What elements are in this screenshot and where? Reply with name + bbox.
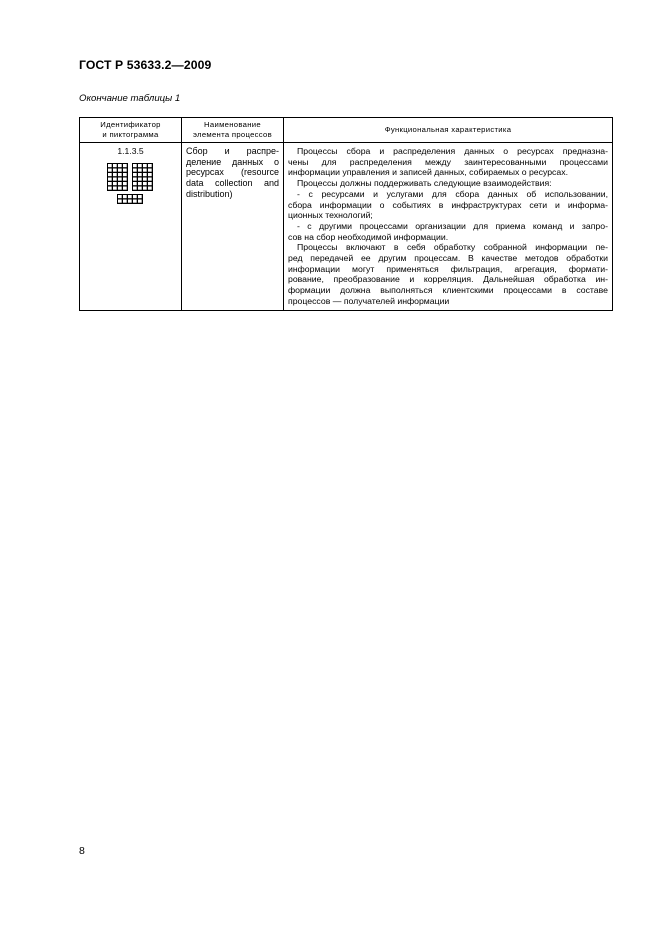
pictogram-cell xyxy=(108,169,112,172)
pictogram-cell xyxy=(113,164,117,167)
element-name-line xyxy=(186,189,279,200)
description-line: формации должна выполняться клиентскими процессами в составе xyxy=(288,285,608,296)
pictogram-cell xyxy=(128,195,132,198)
pictogram-cell xyxy=(123,169,127,172)
element-name-word: данных xyxy=(232,156,264,167)
description-line: сбора информации о событиях в инфраструктурах сети и информа- xyxy=(288,199,608,210)
element-name-cell xyxy=(182,143,284,311)
table-row xyxy=(80,143,613,311)
pictogram-cell xyxy=(123,164,127,167)
element-name-line xyxy=(186,167,279,178)
description-line: процессов — получателей информации xyxy=(288,295,450,306)
pictogram-cell xyxy=(138,200,142,203)
description-line: - с другими процессами организации для приема команд и запро- xyxy=(297,220,608,231)
pictogram-cell xyxy=(108,173,112,176)
pictogram-cell xyxy=(128,200,132,203)
pictogram-cell xyxy=(148,164,152,167)
description-line: - с ресурсами и услугами для сбора данных об использовании, xyxy=(297,188,608,199)
pictogram-cell xyxy=(148,173,152,176)
process-grid-icon xyxy=(106,162,156,210)
table-caption: Окончание таблицы 1 xyxy=(79,93,181,104)
element-name-word: and xyxy=(263,178,279,189)
description-line: информации могут применяться фильтрация, агрегация, формати- xyxy=(288,263,608,274)
pictogram-cell xyxy=(113,173,117,176)
pictogram-cell xyxy=(118,182,122,185)
pictogram-cell xyxy=(138,182,142,185)
pictogram-cell xyxy=(133,164,137,167)
header-identifier xyxy=(80,118,182,143)
header-identifier-line1: Идентификатор xyxy=(100,120,161,130)
pictogram-cell xyxy=(113,169,117,172)
document-header: ГОСТ Р 53633.2—2009 xyxy=(79,58,212,72)
element-name-line xyxy=(186,146,279,157)
identifier-cell xyxy=(80,143,182,311)
pictogram-cell xyxy=(143,173,147,176)
element-name-word: (resource xyxy=(240,167,279,178)
pictogram-cell xyxy=(123,187,127,190)
element-name-line xyxy=(186,157,279,168)
pictogram-cell xyxy=(123,200,127,203)
table-header-row xyxy=(80,118,613,143)
pictogram-cell xyxy=(108,164,112,167)
characteristics-table xyxy=(79,117,613,311)
element-name-word: collection xyxy=(214,178,253,189)
functional-description xyxy=(288,146,608,307)
pictogram-cell xyxy=(143,178,147,181)
element-name-word: деление xyxy=(186,156,222,167)
description-cell xyxy=(284,143,613,311)
pictogram-cell xyxy=(118,169,122,172)
pictogram-cell xyxy=(138,173,142,176)
pictogram-cell xyxy=(133,200,137,203)
element-name-word: data xyxy=(186,178,204,189)
pictogram-cell xyxy=(133,169,137,172)
element-name-line xyxy=(186,178,279,189)
description-line: рование, преобразование и корреляция. Дальнейшая обработка ин- xyxy=(288,274,608,285)
pictogram-cell xyxy=(143,182,147,185)
pictogram-cell xyxy=(123,182,127,185)
description-line: Процессы сбора и распределения данных о ресурсах предназна- xyxy=(297,146,608,156)
description-line: Процессы должны поддерживать следующие взаимодействия: xyxy=(297,178,552,189)
pictogram-cell xyxy=(138,187,142,190)
pictogram-cell xyxy=(123,173,127,176)
pictogram-cell xyxy=(148,169,152,172)
element-name-word: распре- xyxy=(246,146,279,156)
pictogram-cell xyxy=(148,187,152,190)
pictogram-cell xyxy=(143,164,147,167)
pictogram-cell xyxy=(143,187,147,190)
pictogram-cell xyxy=(113,182,117,185)
element-name xyxy=(186,146,279,200)
pictogram-cell xyxy=(108,182,112,185)
description-line: ред передачей ее другим процессам. В качестве методов обработки xyxy=(288,253,608,264)
element-name-word: и xyxy=(224,146,230,156)
header-functional-characteristic xyxy=(284,118,613,143)
pictogram-cell xyxy=(138,178,142,181)
pictogram-cell xyxy=(118,195,122,198)
pictogram-cell xyxy=(138,195,142,198)
pictogram-cell xyxy=(113,187,117,190)
pictogram-cell xyxy=(133,187,137,190)
pictogram-cell xyxy=(133,182,137,185)
header-name-line2: элемента процессов xyxy=(192,130,272,139)
element-name-word: о xyxy=(273,156,279,167)
pictogram-cell xyxy=(108,178,112,181)
pictogram-cell xyxy=(148,178,152,181)
description-line: чены для распределения между заинтересованными процессами xyxy=(288,156,608,167)
pictogram-cell xyxy=(143,169,147,172)
pictogram-cell xyxy=(123,195,127,198)
header-identifier-line2: и пиктограмма xyxy=(102,130,159,139)
element-name-word: Сбор xyxy=(186,146,208,156)
pictogram-cell xyxy=(133,173,137,176)
pictogram-cell xyxy=(118,187,122,190)
pictogram-cell xyxy=(118,200,122,203)
description-line: сов на сбор необходимой информации. xyxy=(288,231,449,242)
description-line: Процессы включают в себя обработку собранной информации пе- xyxy=(297,242,608,253)
header-element-name xyxy=(182,118,284,143)
pictogram-cell xyxy=(108,187,112,190)
pictogram-cell xyxy=(123,178,127,181)
pictogram-cell xyxy=(118,173,122,176)
page-number: 8 xyxy=(79,845,85,857)
header-characteristic-label: Функциональная характеристика xyxy=(384,125,512,135)
pictogram-cell xyxy=(118,164,122,167)
element-name-word: distribution) xyxy=(186,188,233,199)
header-name-line1: Наименование xyxy=(204,120,261,130)
pictogram-cell xyxy=(113,178,117,181)
pictogram-cell xyxy=(133,195,137,198)
description-line: информации управления и записей данных, собираемых о ресурсах. xyxy=(288,167,568,178)
identifier-number: 1.1.3.5 xyxy=(117,146,144,156)
pictogram-cell xyxy=(138,164,142,167)
pictogram-cell xyxy=(148,182,152,185)
pictogram-cell xyxy=(118,178,122,181)
element-name-word: ресурсах xyxy=(186,167,224,178)
description-line: ционных технологий; xyxy=(288,210,373,221)
pictogram-cell xyxy=(138,169,142,172)
pictogram-cell xyxy=(133,178,137,181)
